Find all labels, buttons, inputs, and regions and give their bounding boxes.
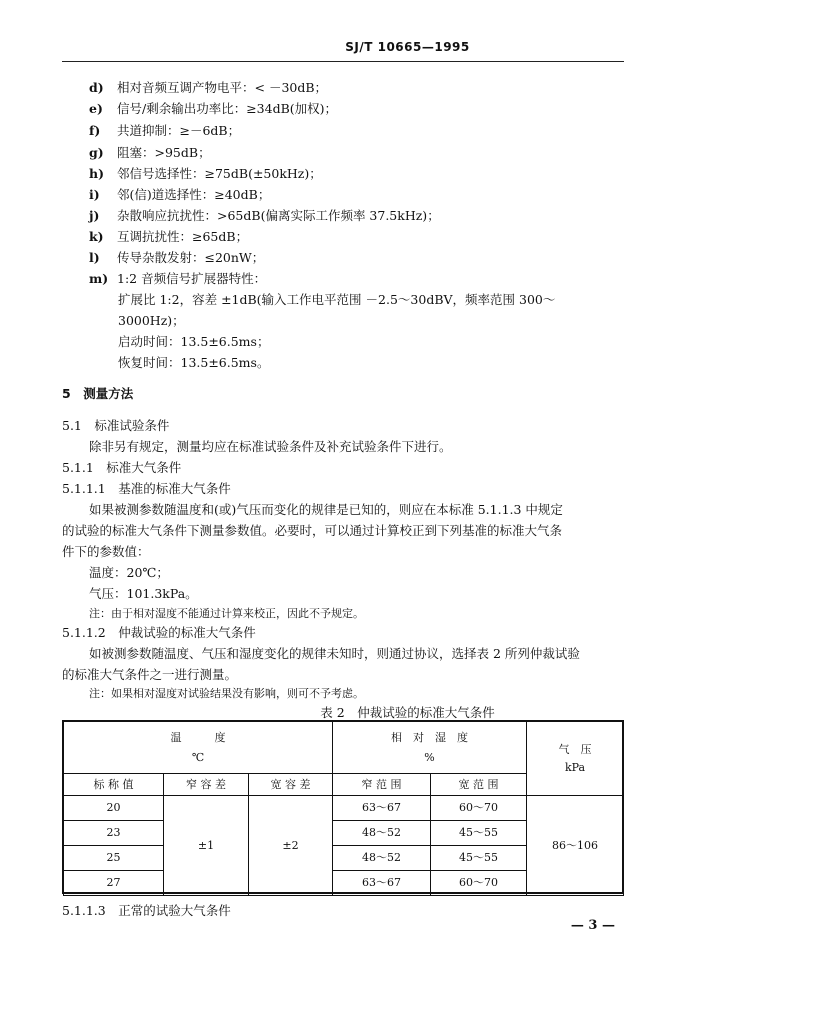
expander-attack: 启动时间：13.5±6.5ms； (118, 334, 270, 349)
wide-range-cell: 45～55 (431, 846, 527, 871)
wide-tolerance-header: 宽 容 差 (249, 774, 333, 796)
nominal-cell: 27 (64, 871, 164, 896)
expander-ratio-cont: 3000Hz)； (118, 313, 185, 328)
paragraph-line: 的标准大气条件之一进行测量。 (62, 667, 238, 682)
list-item: m) 1:2 音频信号扩展器特性： (89, 271, 267, 286)
wide-range-header: 宽 范 围 (431, 774, 527, 796)
wide-range-cell: 60～70 (431, 796, 527, 821)
section-5-title: 5 测量方法 (62, 386, 134, 401)
list-item: l) 传导杂散发射：≤20nW； (89, 250, 265, 265)
expander-recovery: 恢复时间：13.5±6.5ms。 (118, 355, 270, 370)
reference-temperature: 温度：20℃； (89, 565, 169, 580)
list-item: e) 信号/剩余输出功率比：≥34dB(加权)； (89, 101, 338, 116)
wide-range-cell: 45～55 (431, 821, 527, 846)
table-caption: 表 2 仲裁试验的标准大气条件 (320, 705, 495, 720)
paragraph-line: 件下的参数值： (62, 544, 150, 559)
header-rule (62, 61, 624, 62)
nominal-cell: 25 (64, 846, 164, 871)
paragraph-line: 如果被测参数随温度和(或)气压而变化的规律是已知的，则应在本标准 5.1.1.3 中规定 (89, 502, 563, 517)
section-5-1-1-title: 5.1.1 标准大气条件 (62, 460, 182, 475)
nominal-cell: 20 (64, 796, 164, 821)
narrow-tolerance-cell: ±1 (164, 796, 249, 896)
narrow-tolerance-header: 窄 容 差 (164, 774, 249, 796)
page-number: — 3 — (570, 918, 615, 933)
note: 注：由于相对湿度不能通过计算来校正，因此不予规定。 (89, 607, 364, 620)
note: 注：如果相对湿度对试验结果没有影响，则可不予考虑。 (89, 687, 364, 700)
paragraph-line: 如被测参数随温度、气压和湿度变化的规律未知时，则通过协议，选择表 2 所列仲裁试验 (89, 646, 580, 661)
pressure-cell: 86～106 (527, 796, 624, 896)
expander-ratio: 扩展比 1:2，容差 ±1dB(输入工作电平范围 －2.5～30dBV，频率范围 300～ (118, 292, 556, 307)
list-item: k) 互调抗扰性：≥65dB； (89, 229, 249, 244)
section-5-1-1-2-title: 5.1.1.2 仲裁试验的标准大气条件 (62, 625, 256, 640)
section-5-1-1-3-title: 5.1.1.3 正常的试验大气条件 (62, 903, 231, 918)
list-item: f) 共道抑制：≥－6dB； (89, 123, 241, 138)
section-5-1-1-1-title: 5.1.1.1 基准的标准大气条件 (62, 481, 231, 496)
narrow-range-cell: 63～67 (333, 871, 431, 896)
list-item: g) 阻塞：>95dB； (89, 145, 211, 160)
narrow-range-cell: 48～52 (333, 846, 431, 871)
narrow-range-cell: 48～52 (333, 821, 431, 846)
list-item: i) 邻(信)道选择性：≥40dB； (89, 187, 271, 202)
list-item: d) 相对音频互调产物电平：< －30dB； (89, 80, 328, 95)
narrow-range-cell: 63～67 (333, 796, 431, 821)
section-5-1-text: 除非另有规定，测量均应在标准试验条件及补充试验条件下进行。 (89, 439, 452, 454)
page-header: SJ/T 10665—1995 (345, 40, 470, 54)
table-header-row (64, 722, 624, 774)
wide-tolerance-cell: ±2 (249, 796, 333, 896)
nominal-cell: 23 (64, 821, 164, 846)
list-item: h) 邻信号选择性：≥75dB(±50kHz)； (89, 166, 322, 181)
paragraph-line: 的试验的标准大气条件下测量参数值。必要时，可以通过计算校正到下列基准的标准大气条 (62, 523, 563, 538)
reference-pressure: 气压：101.3kPa。 (89, 586, 198, 601)
nominal-header: 标 称 值 (64, 774, 164, 796)
temperature-header: 温 度 ℃ (64, 722, 333, 774)
section-5-1-title: 5.1 标准试验条件 (62, 418, 170, 433)
list-item: j) 杂散响应抗扰性：>65dB(偏离实际工作频率 37.5kHz)； (89, 208, 440, 223)
humidity-header: 相 对 湿 度 % (333, 722, 527, 774)
pressure-header: 气 压 kPa (527, 722, 624, 796)
table-row (64, 796, 624, 821)
arbitration-conditions-table (63, 721, 624, 896)
wide-range-cell: 60～70 (431, 871, 527, 896)
narrow-range-header: 窄 范 围 (333, 774, 431, 796)
